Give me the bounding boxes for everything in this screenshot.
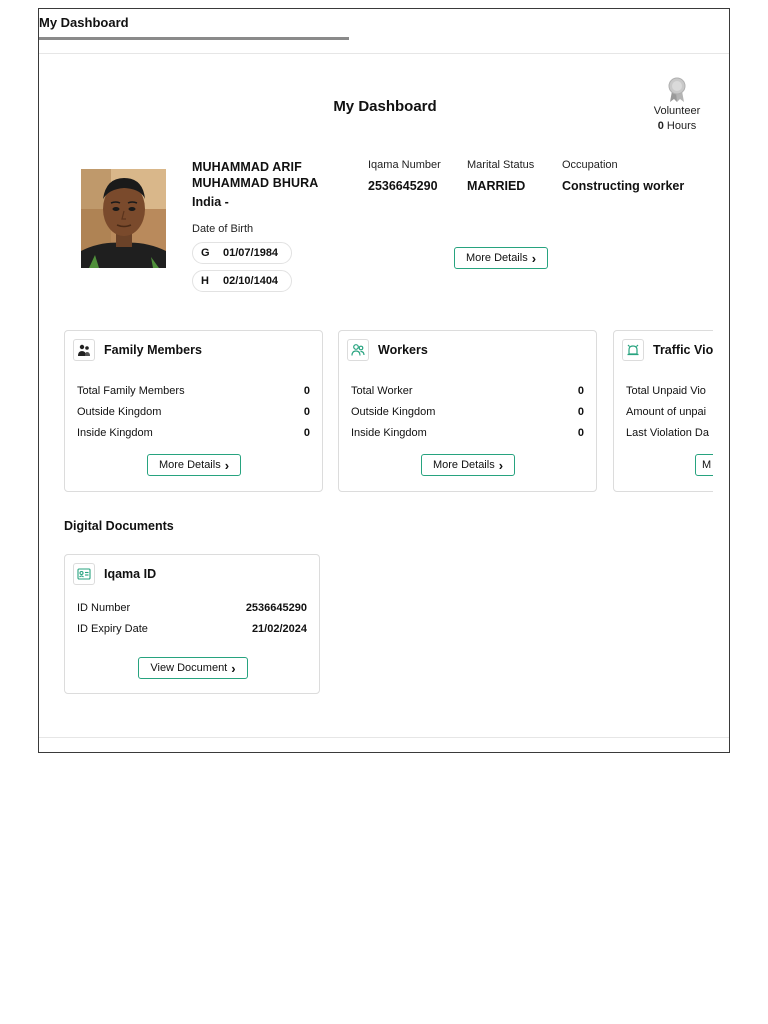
medal-icon [666, 77, 688, 103]
id-expiry-label: ID Expiry Date [77, 623, 148, 635]
traffic-amount-label: Amount of unpai [626, 406, 707, 418]
volunteer-hours-unit: Hours [666, 120, 697, 132]
chevron-right-icon: › [231, 660, 236, 676]
dob-gregorian [192, 242, 292, 264]
family-more-details-label: More Details [158, 459, 221, 471]
family-more-details-button[interactable] [147, 454, 241, 476]
traffic-last-row [626, 427, 713, 439]
marital-status-label: Marital Status [467, 159, 535, 171]
profile-nationality: India - [192, 195, 229, 209]
workers-inside-label: Inside Kingdom [351, 427, 427, 439]
alarm-icon [622, 339, 644, 361]
tab-my-dashboard[interactable]: My Dashboard [39, 15, 129, 30]
family-members-title: Family Members [104, 343, 202, 357]
workers-outside-label: Outside Kingdom [351, 406, 436, 418]
family-outside-value: 0 [303, 406, 310, 418]
avatar [81, 169, 166, 268]
traffic-violations-title: Traffic Vio [653, 343, 713, 357]
workers-outside-row [351, 406, 584, 418]
view-document-button[interactable] [138, 657, 248, 679]
traffic-amount-row [626, 406, 713, 418]
occupation-value: Constructing worker [562, 179, 685, 193]
tab-underline [39, 37, 349, 40]
traffic-more-details-label: M [702, 459, 712, 471]
chevron-right-icon: › [498, 457, 504, 473]
tab-divider [39, 53, 730, 54]
family-members-card [64, 330, 323, 492]
iqama-id-card [64, 554, 320, 694]
workers-inside-row [351, 427, 584, 439]
family-total-row [77, 385, 310, 397]
workers-icon [347, 339, 369, 361]
occupation-label: Occupation [562, 159, 618, 171]
iqama-number-field [368, 159, 441, 193]
iqama-number-value: 2536645290 [368, 179, 438, 193]
workers-inside-value: 0 [577, 427, 584, 439]
dashboard-frame [38, 8, 730, 753]
dob-hijri [192, 270, 292, 292]
id-number-row [77, 602, 307, 614]
family-outside-row [77, 406, 310, 418]
volunteer-label: Volunteer [653, 105, 701, 117]
dob-label: Date of Birth [192, 223, 254, 235]
digital-documents-title: Digital Documents [64, 519, 174, 533]
family-inside-label: Inside Kingdom [77, 427, 153, 439]
workers-card [338, 330, 597, 492]
calendar-type-hijri: H [201, 275, 209, 287]
traffic-card-viewport [613, 330, 713, 492]
id-card-icon [73, 563, 95, 585]
workers-total-row [351, 385, 584, 397]
id-number-value: 2536645290 [245, 602, 307, 614]
family-total-label: Total Family Members [77, 385, 185, 397]
volunteer-hours-value: 0 [657, 120, 664, 132]
footer-divider [39, 737, 730, 738]
id-expiry-value: 21/02/2024 [251, 623, 307, 635]
workers-total-label: Total Worker [351, 385, 413, 397]
profile-name: MUHAMMAD ARIF MUHAMMAD BHURA [192, 160, 319, 190]
marital-status-field [467, 159, 534, 193]
dob-gregorian-value: 01/07/1984 [223, 247, 279, 259]
chevron-right-icon: › [224, 457, 230, 473]
family-icon [73, 339, 95, 361]
iqama-number-label: Iqama Number [368, 159, 441, 171]
family-inside-value: 0 [303, 427, 310, 439]
id-number-label: ID Number [77, 602, 131, 614]
family-inside-row [77, 427, 310, 439]
iqama-id-title: Iqama ID [104, 567, 157, 581]
workers-title: Workers [378, 343, 428, 357]
workers-more-details-button[interactable] [421, 454, 515, 476]
workers-more-details-label: More Details [432, 459, 495, 471]
family-outside-label: Outside Kingdom [77, 406, 162, 418]
occupation-field [562, 159, 684, 193]
page-title: My Dashboard [333, 98, 437, 115]
traffic-unpaid-label: Total Unpaid Vio [626, 385, 706, 397]
traffic-unpaid-row [626, 385, 713, 397]
volunteer-hours [639, 120, 715, 132]
view-document-label: View Document [150, 662, 228, 674]
family-total-value: 0 [303, 385, 310, 397]
workers-total-value: 0 [577, 385, 584, 397]
workers-outside-value: 0 [577, 406, 584, 418]
profile-more-details-button[interactable] [454, 247, 548, 269]
traffic-violations-card [613, 330, 713, 492]
traffic-more-details-button[interactable] [695, 454, 713, 476]
chevron-right-icon: › [531, 250, 537, 266]
calendar-type-gregorian: G [201, 247, 210, 259]
id-expiry-row [77, 623, 307, 635]
marital-status-value: MARRIED [467, 179, 526, 193]
dob-hijri-value: 02/10/1404 [223, 275, 279, 287]
volunteer-badge[interactable] [639, 77, 715, 132]
traffic-last-label: Last Violation Da [626, 427, 709, 439]
profile-photo [81, 169, 166, 268]
profile-more-details-label: More Details [465, 252, 528, 264]
